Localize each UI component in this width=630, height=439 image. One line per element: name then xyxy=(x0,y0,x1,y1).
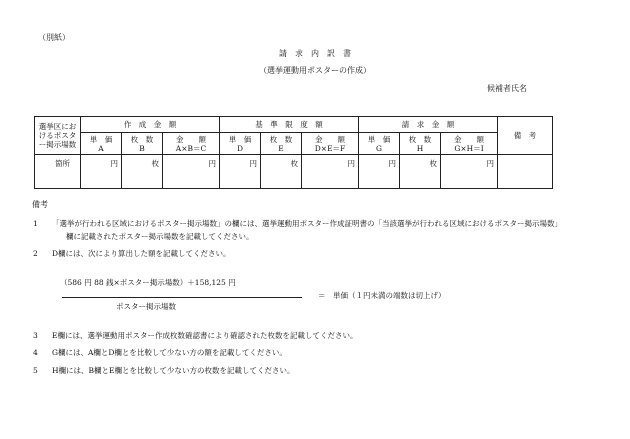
column-header-h xyxy=(400,133,441,155)
column-header-a xyxy=(81,133,122,155)
column-code: G×H＝I xyxy=(454,143,484,153)
cell-h[interactable] xyxy=(400,155,441,189)
remarks-header: 備 考 xyxy=(498,117,553,155)
notes-heading: 備考 xyxy=(32,200,48,209)
column-code: H xyxy=(416,143,424,153)
claim-breakdown-table xyxy=(34,116,553,189)
formula-denominator: ポスター掲示場数 xyxy=(116,302,176,311)
place-count-unit: 箇所 xyxy=(55,159,70,168)
unit-label: 円 xyxy=(486,159,495,168)
column-label: 単 価 xyxy=(89,134,113,144)
note-3-text: E欄には、選挙運動用ポスター作成枚数確認書により確認された枚数を記載してください。 xyxy=(52,331,358,340)
unit-label: 円 xyxy=(249,159,258,168)
note-3-number: 3 xyxy=(33,331,38,340)
unit-label: 円 xyxy=(110,159,118,168)
column-label: 単 価 xyxy=(228,134,252,144)
column-code: E xyxy=(278,143,284,153)
column-label: 枚 数 xyxy=(130,134,154,144)
group-claim-amount: 請 求 金 額 xyxy=(359,117,498,133)
row-header-line: 選挙区にお xyxy=(38,122,77,131)
column-label: 金 額 xyxy=(176,134,206,144)
note-4-number: 4 xyxy=(33,348,38,357)
unit-label: 枚 xyxy=(151,159,159,168)
column-header-g xyxy=(359,133,400,155)
cell-e[interactable] xyxy=(261,155,302,189)
unit-label: 円 xyxy=(347,159,356,168)
formula-result: ＝ 単価（１円未満の端数は切上げ） xyxy=(318,291,446,300)
note-1-number: 1 xyxy=(33,219,38,228)
document-subtitle: （選挙運動用ポスターの作成） xyxy=(259,66,371,75)
column-code: D×E＝F xyxy=(314,143,346,153)
column-label: 単 価 xyxy=(367,134,391,144)
unit-label: 枚 xyxy=(290,159,299,168)
note-1-text: 「選挙が行われる区域におけるポスター掲示場数」の欄には、選挙運動用ポスター作成証明書の「当該選挙が行われる区域におけるポスター掲示場数」 xyxy=(52,219,562,228)
column-header-f xyxy=(302,133,359,155)
table-group-header-row xyxy=(35,117,553,133)
column-header-i xyxy=(441,133,498,155)
posting-place-count-cell[interactable] xyxy=(35,155,81,189)
group-standard-limit: 基 準 限 度 額 xyxy=(220,117,359,133)
column-label: 枚 数 xyxy=(269,134,293,144)
table-column-header-row xyxy=(35,133,553,155)
cell-f[interactable] xyxy=(302,155,359,189)
candidate-name-label: 候補者氏名 xyxy=(487,84,527,93)
column-header-d xyxy=(220,133,261,155)
posting-place-count-header xyxy=(35,117,81,155)
column-code: B xyxy=(139,143,145,153)
cell-g[interactable] xyxy=(359,155,400,189)
table-data-row xyxy=(35,155,553,189)
column-code: G xyxy=(376,143,383,153)
column-header-b xyxy=(122,133,163,155)
remarks-cell[interactable] xyxy=(498,155,553,189)
column-label: 金 額 xyxy=(454,134,485,144)
column-code: A×B＝C xyxy=(175,143,207,153)
cell-c[interactable] xyxy=(163,155,220,189)
note-2-text: D欄には、次により算出した額を記載してください。 xyxy=(52,249,231,258)
column-label: 枚 数 xyxy=(408,134,432,144)
unit-label: 円 xyxy=(208,159,217,168)
column-code: A xyxy=(98,143,104,153)
cell-b[interactable] xyxy=(122,155,163,189)
note-4-text: G欄には、A欄とD欄とを比較して少ない方の額を記載してください。 xyxy=(52,348,287,357)
row-header-line: ー掲示場数 xyxy=(38,140,77,149)
note-1-text-continued: 欄に記載されたポスター掲示場数を記載してください。 xyxy=(66,232,254,241)
column-code: D xyxy=(237,143,244,153)
group-production-amount: 作 成 金 額 xyxy=(81,117,220,133)
row-header-line: けるポスタ xyxy=(38,131,77,140)
note-2-number: 2 xyxy=(33,249,38,258)
note-5-number: 5 xyxy=(33,366,38,375)
cell-i[interactable] xyxy=(441,155,498,189)
column-label: 金 額 xyxy=(315,134,346,144)
column-header-c xyxy=(163,133,220,155)
unit-label: 枚 xyxy=(429,159,438,168)
note-5-text: H欄には、B欄とE欄とを比較して少ない方の枚数を記載してください。 xyxy=(52,366,295,375)
unit-label: 円 xyxy=(388,159,397,168)
attachment-label: （別紙） xyxy=(38,33,70,42)
cell-a[interactable] xyxy=(81,155,122,189)
formula-numerator: （586 円 88 銭×ポスター掲示場数）＋158,125 円 xyxy=(60,278,236,287)
cell-d[interactable] xyxy=(220,155,261,189)
formula-fraction-line xyxy=(62,297,302,298)
document-title: 請 求 内 訳 書 xyxy=(279,49,351,58)
column-header-e xyxy=(261,133,302,155)
